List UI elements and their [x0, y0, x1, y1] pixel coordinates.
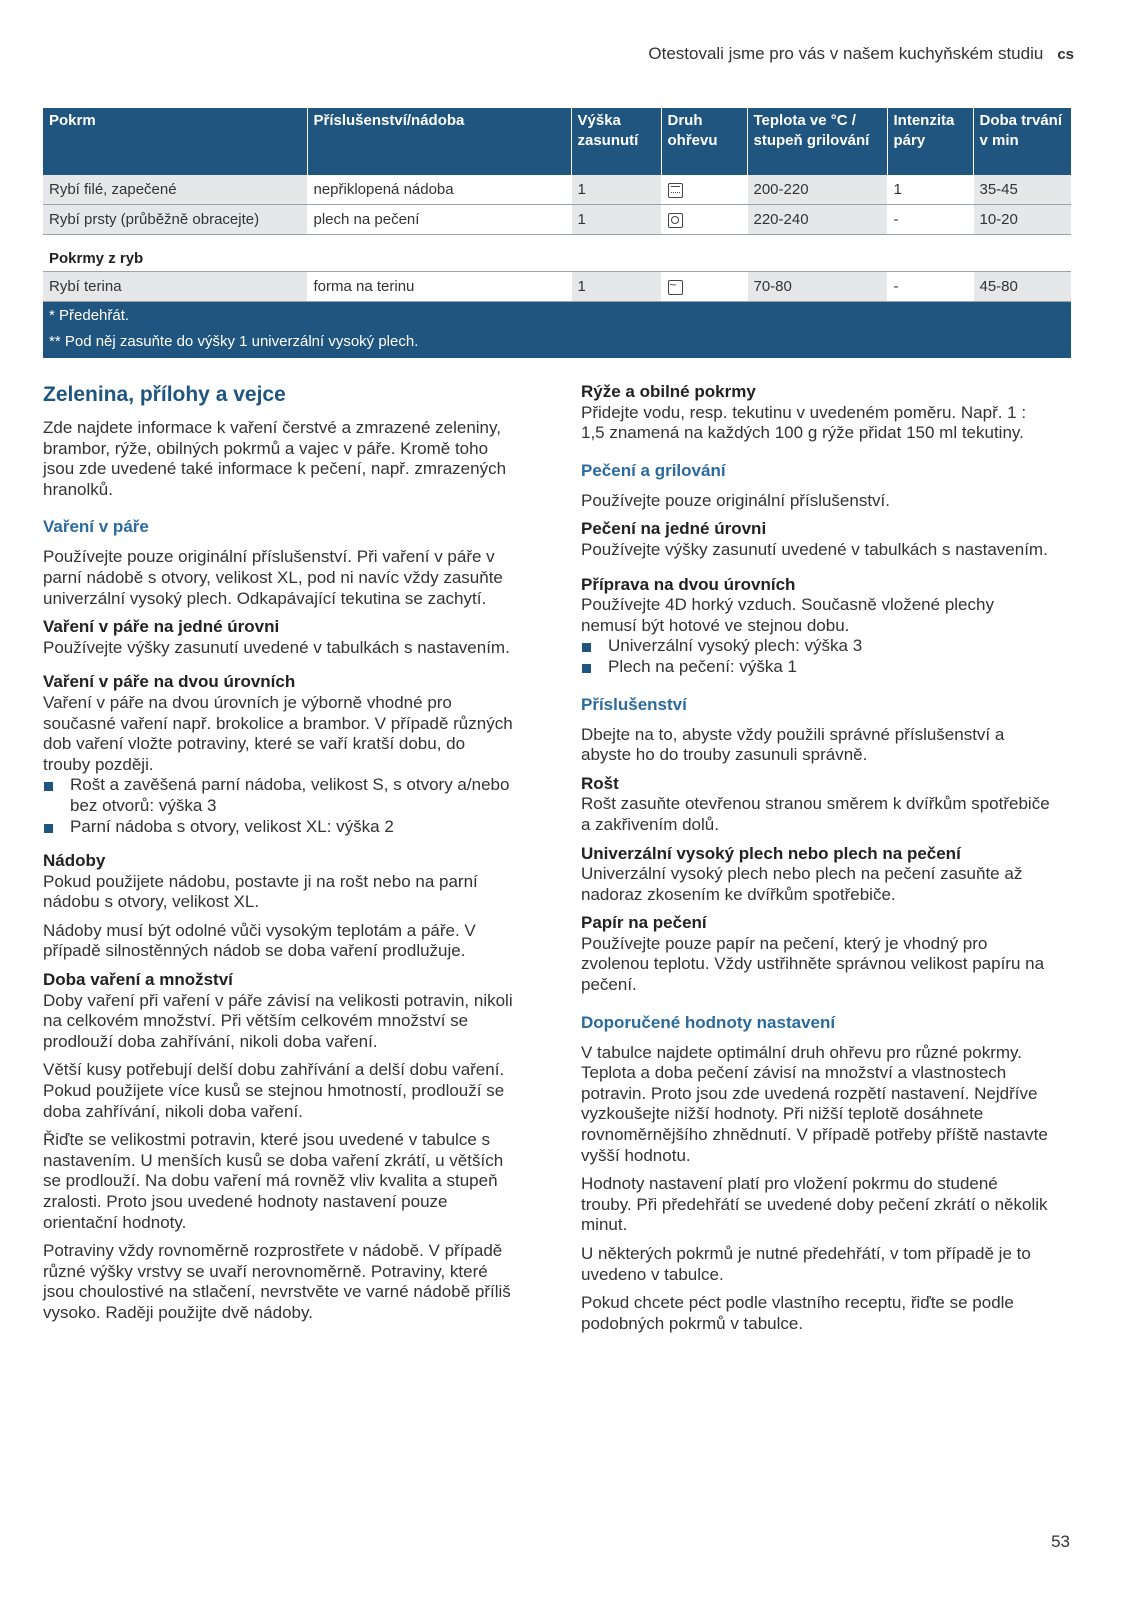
column-header: Doba trvání v min	[973, 108, 1071, 175]
footnote: ** Pod něj zasuňte do výšky 1 univerzální vysoký plech.	[43, 328, 1071, 358]
subsection-heading: Vaření v páře	[43, 517, 149, 537]
table-row	[43, 272, 1071, 302]
column-header: Teplota ve °C / stupeň grilování	[747, 108, 887, 175]
heating-cell	[661, 272, 747, 302]
paragraph-heading: Doba vaření a množství	[43, 970, 233, 990]
accessory-cell: nepřiklopená nádoba	[307, 175, 571, 205]
paragraph: Větší kusy potřebují delší dobu zahřívání a delší dobu vaření. Pokud použijete více kusů se stejnou hmotností, prodlouží se doba zahřívání, nikoli doba vaření.	[43, 1060, 505, 1121]
paragraph-heading: Rýže a obilné pokrmy	[581, 382, 756, 401]
time-cell: 35-45	[973, 175, 1071, 205]
table-row	[43, 175, 1071, 205]
paragraph: Používejte pouze originální příslušenství. Při vaření v páře v parní nádobě s otvory, velikost XL, pod ni navíc vždy zasuňte univerzální vysoký plech. Odkapávající tekutina se zachytí.	[43, 547, 503, 608]
time-cell: 10-20	[973, 205, 1071, 235]
accessory-cell: plech na pečení	[307, 205, 571, 235]
table-row	[43, 205, 1071, 235]
language-code: cs	[1057, 46, 1074, 63]
paragraph: Dbejte na to, abyste vždy použili správné příslušenství a abyste ho do trouby zasunuli správně.	[581, 724, 1005, 765]
footnote: * Předehřát.	[43, 302, 1071, 329]
column-header: Příslušenství/nádoba	[307, 108, 571, 175]
column-header: Druh ohřevu	[661, 108, 747, 175]
heating-cell	[661, 205, 747, 235]
footnote-row	[43, 328, 1071, 358]
paragraph-heading: Rošt	[581, 773, 619, 793]
level-cell: 1	[571, 205, 661, 235]
intro-paragraph: Zde najdete informace k vaření čerstvé a zmrazené zeleniny, brambor, rýže, obilných pokrmů a vajec v páře. Kromě toho jsou zde uvedené také informace k pečení, např. zmrazených hranolků.	[43, 418, 507, 499]
right-column	[581, 382, 1051, 1342]
page-number: 53	[1051, 1532, 1070, 1551]
paragraph: Doby vaření při vaření v páře závisí na velikosti potravin, nikoli na celkovém množství. Při větším celkovém množství se prodlouží doba zahřívání, nikoli doba vaření.	[43, 990, 513, 1051]
paragraph: Řiďte se velikostmi potravin, které jsou uvedené v tabulce s nastavením. U menších kusů se doba vaření zkrátí, u větších se prodlouží. Na dobu vaření má rovněž vliv kvalita a stupeň zralosti. Proto jsou uvedené hodnoty nastavení pouze orientační hodnoty.	[43, 1130, 504, 1232]
paragraph: Používejte výšky zasunutí uvedené v tabulkách s nastavením.	[43, 637, 510, 657]
paragraph: U některých pokrmů je nutné předehřátí, v tom případě je to uvedeno v tabulce.	[581, 1244, 1031, 1284]
paragraph: Hodnoty nastavení platí pro vložení pokrmu do studené trouby. Při předehřátí se uvedené doby pečení zkrátí o několik minut.	[581, 1174, 1048, 1235]
header-title: Otestovali jsme pro vás v našem kuchyňském studiu	[648, 44, 1044, 63]
temp-cell: 220-240	[747, 205, 887, 235]
time-cell: 45-80	[973, 272, 1071, 302]
subsection-heading: Pečení a grilování	[581, 460, 726, 480]
column-header: Intenzita páry	[887, 108, 973, 175]
grill-icon	[668, 183, 683, 198]
list-item: Rošt a zavěšená parní nádoba, velikost S, s otvory a/nebo bez otvorů: výška 3	[43, 775, 513, 816]
list-item: Univerzální vysoký plech: výška 3	[581, 636, 1051, 657]
paragraph-heading: Univerzální vysoký plech nebo plech na pečení	[581, 843, 961, 863]
temp-cell: 70-80	[747, 272, 887, 302]
temp-cell: 200-220	[747, 175, 887, 205]
paragraph: Univerzální vysoký plech nebo plech na pečení zasuňte až nadoraz zkosením ke dvířkům spotřebiče.	[581, 864, 1023, 904]
running-header	[648, 44, 1074, 64]
paragraph: Pokud použijete nádobu, postavte ji na rošt nebo na parní nádobu s otvory, velikost XL.	[43, 871, 478, 912]
paragraph: Používejte 4D horký vzduch. Současně vložené plechy nemusí být hotové ve stejnou dobu.	[581, 595, 994, 635]
accessory-cell: forma na terinu	[307, 272, 571, 302]
paragraph: Nádoby musí být odolné vůči vysokým teplotám a páře. V případě silnostěnných nádob se doba vaření prodlužuje.	[43, 920, 476, 961]
paragraph: Používejte pouze originální příslušenství.	[581, 490, 891, 510]
paragraph: Používejte pouze papír na pečení, který je vhodný pro zvolenou teplotu. Vždy ustřihněte správnou velikost papíru na pečení.	[581, 933, 1045, 995]
paragraph-heading: Příprava na dvou úrovních	[581, 574, 796, 594]
footnote-row	[43, 302, 1071, 329]
recipe-table	[43, 108, 1071, 358]
left-column	[43, 382, 513, 1332]
bullet-list	[43, 775, 513, 837]
table-section-row	[43, 235, 1071, 272]
list-item: Plech na pečení: výška 1	[581, 657, 1051, 678]
paragraph: Pokud chcete péct podle vlastního receptu, řiďte se podle podobných pokrmů v tabulce.	[581, 1293, 1014, 1333]
paragraph-heading: Nádoby	[43, 851, 106, 871]
bullet-list	[581, 636, 1051, 677]
heating-cell	[661, 175, 747, 205]
paragraph-heading: Vaření v páře na jedné úrovni	[43, 617, 280, 637]
steam-cell: 1	[887, 175, 973, 205]
section-title: Zelenina, přílohy a vejce	[43, 383, 286, 406]
steam-cell: -	[887, 205, 973, 235]
list-item: Parní nádoba s otvory, velikost XL: výška 2	[43, 817, 513, 838]
paragraph: Potraviny vždy rovnoměrně rozprostřete v nádobě. V případě různé výšky vrstvy se uvaří nerovnoměrně. Potraviny, které jsou choulostivé na stlačení, nevrstvěte ve varné nádobě příliš vysoko. Raději použijte dvě nádoby.	[43, 1241, 511, 1322]
paragraph: Používejte výšky zasunutí uvedené v tabulkách s nastavením.	[581, 539, 1048, 559]
column-header: Výška zasunutí	[571, 108, 661, 175]
paragraph-heading: Pečení na jedné úrovni	[581, 519, 767, 539]
steam-cell: -	[887, 272, 973, 302]
level-cell: 1	[571, 272, 661, 302]
subsection-heading: Doporučené hodnoty nastavení	[581, 1012, 836, 1032]
dish-cell: Rybí terina	[43, 272, 307, 302]
dish-cell: Rybí prsty (průběžně obracejte)	[43, 205, 307, 235]
paragraph-heading: Vaření v páře na dvou úrovních	[43, 672, 296, 692]
subsection-heading: Příslušenství	[581, 694, 687, 714]
table-header-row	[43, 108, 1071, 175]
paragraph-heading: Papír na pečení	[581, 913, 707, 933]
fan-icon	[668, 213, 683, 228]
section-title: Pokrmy z ryb	[43, 235, 1071, 272]
dish-cell: Rybí filé, zapečené	[43, 175, 307, 205]
steam-icon	[668, 280, 683, 295]
column-header: Pokrm	[43, 108, 307, 175]
paragraph: Přidejte vodu, resp. tekutinu v uvedeném poměru. Např. 1 : 1,5 znamená na každých 100 g rýže přidat 150 ml tekutiny.	[581, 402, 1027, 443]
level-cell: 1	[571, 175, 661, 205]
paragraph: V tabulce najdete optimální druh ohřevu pro různé pokrmy. Teplota a doba pečení závisí na množství a vlastnostech potravin. Proto jsou zde uvedená rozpětí nastavení. Nejdříve vyzkoušejte nižší hodnoty. Při nižší teplotě dosáhnete rovnoměrnějšího zhnědnutí. V případě potřeby příště nastavte vyšší hodnotu.	[581, 1042, 1048, 1165]
paragraph: Rošt zasuňte otevřenou stranou směrem k dvířkům spotřebiče a zakřivením dolů.	[581, 794, 1050, 834]
paragraph: Vaření v páře na dvou úrovních je výborně vhodné pro současné vaření např. brokolice a brambor. V případě různých dob vaření vložte potraviny, které se vaří kratší dobu, do trouby později.	[43, 692, 513, 774]
